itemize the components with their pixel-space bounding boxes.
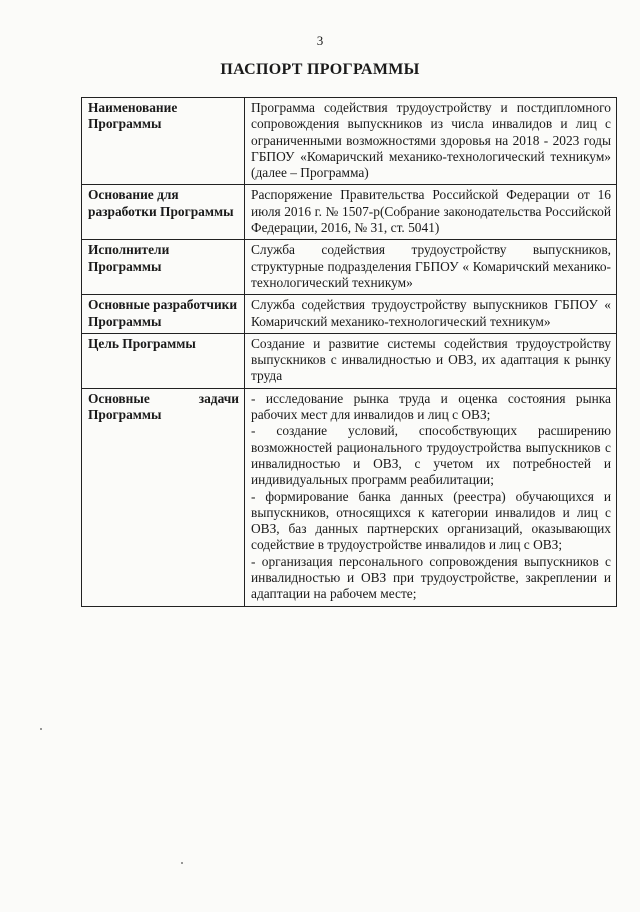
table-row — [82, 388, 617, 606]
task-item: - исследование рынка труда и оценка состояния рынка рабочих мест для инвалидов и лиц с ОВЗ; — [251, 390, 611, 423]
row-label-goal: Цель Программы — [82, 333, 245, 388]
row-value-name: Программа содействия трудоустройству и постдипломного сопровождения выпускников из числа инвалидов и лиц с ограниченными возможностями здоровья на 2018 - 2023 годы ГБПОУ «Комаричский механико-технологический техникум» (далее – Программа) — [245, 98, 617, 185]
scan-speck — [181, 862, 183, 864]
tasks-label: Основные задачи Программы — [88, 390, 239, 423]
table-row — [82, 185, 617, 240]
row-label-developers: Основные разработчики Программы — [82, 295, 245, 334]
table-row — [82, 240, 617, 295]
program-passport-table — [81, 97, 617, 607]
document-title: ПАСПОРТ ПРОГРАММЫ — [220, 61, 420, 78]
row-value-goal: Создание и развитие системы содействия трудоустройству выпускников с инвалидностью и ОВЗ, их адаптация к рынку труда — [245, 333, 617, 388]
row-label-basis: Основание для разработки Программы — [82, 185, 245, 240]
row-label-name: Наименование Программы — [82, 98, 245, 185]
scan-speck — [40, 728, 42, 730]
row-value-tasks — [245, 388, 617, 606]
task-item: - формирование банка данных (реестра) обучающихся и выпускников, относящихся к категории инвалидов и лиц с ОВЗ, баз данных партнерских организаций, оказывающих содействие в трудоустройстве инвалидов и лиц с ОВЗ; — [251, 488, 611, 553]
row-value-executors: Служба содействия трудоустройству выпускников, структурные подразделения ГБПОУ « Комаричский механико-технологический техникум» — [245, 240, 617, 295]
table-row — [82, 333, 617, 388]
row-label-tasks — [82, 388, 245, 606]
page-number: 3 — [316, 33, 324, 48]
row-value-developers: Служба содействия трудоустройству выпускников ГБПОУ « Комаричский механико-технологический техникум» — [245, 295, 617, 334]
table-row — [82, 295, 617, 334]
row-value-basis: Распоряжение Правительства Российской Федерации от 16 июля 2016 г. № 1507-р(Собрание законодательства Российской Федерации, 2016, № 31, ст. 5041) — [245, 185, 617, 240]
row-label-executors: Исполнители Программы — [82, 240, 245, 295]
task-item: - организация персонального сопровождения выпускников с инвалидностью и ОВЗ при трудоустройстве, закреплении и адаптации на рабочем месте; — [251, 553, 611, 602]
table-row — [82, 98, 617, 185]
task-item: - создание условий, способствующих расширению возможностей рационального трудоустройства выпускников с инвалидностью и ОВЗ, с учетом их потребностей и индивидуальных программ реабилитации; — [251, 423, 611, 488]
